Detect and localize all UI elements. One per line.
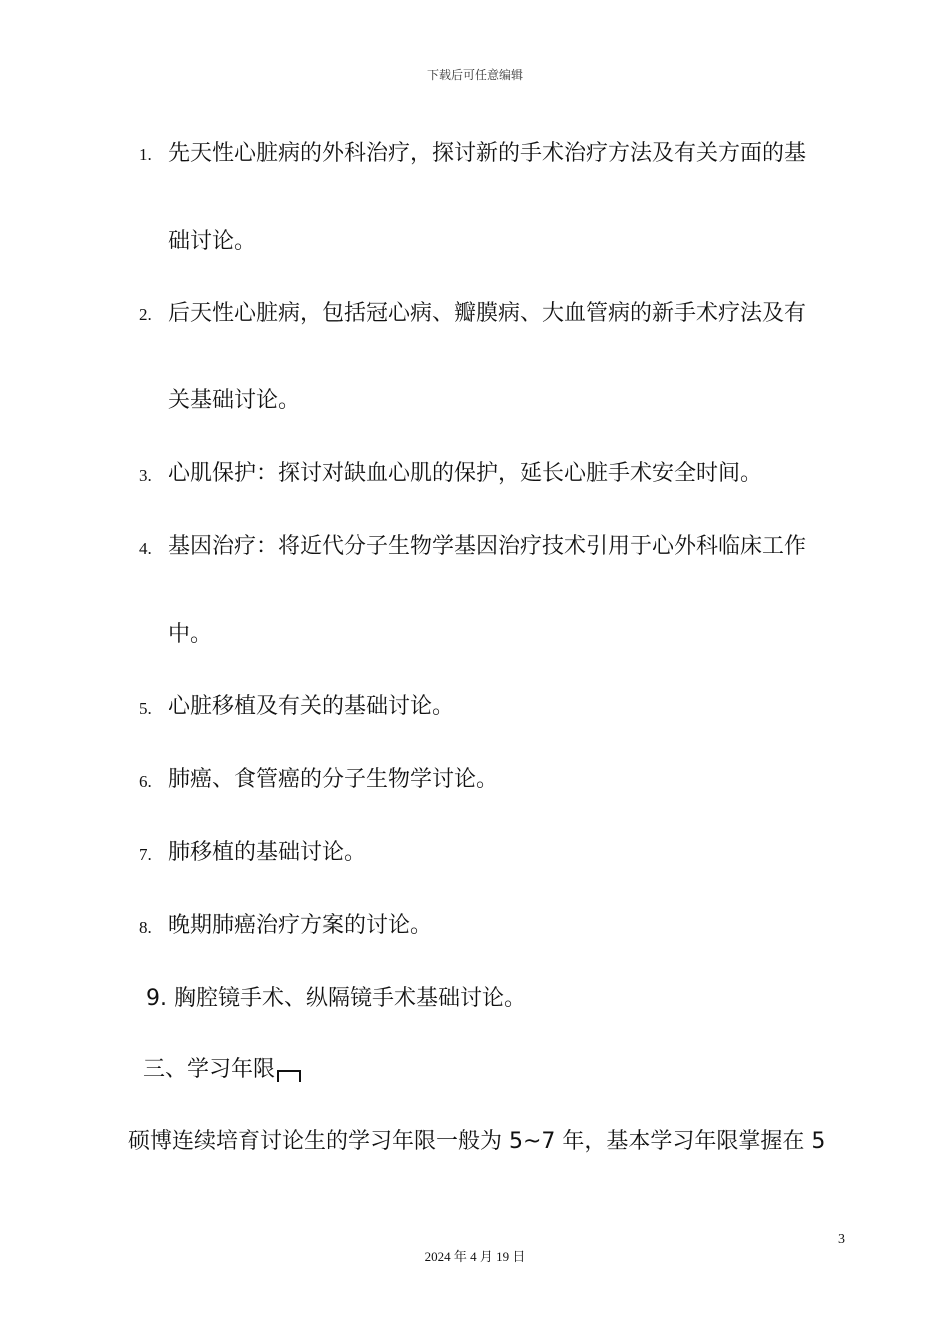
list-item-text: 心脏移植及有关的基础讨论。	[168, 694, 455, 719]
footer-date: 2024 年 4 月 19 日	[424, 1249, 526, 1264]
section-title: 三、学习年限	[143, 1057, 276, 1082]
header-note: 下载后可任意编辑	[426, 68, 523, 82]
list-item-text: 肺移植的基础讨论。	[168, 840, 367, 865]
body-paragraph: 硕博连续培育讨论生的学习年限一般为 5~7 年，基本学习年限掌握在 5	[128, 1129, 826, 1154]
list-item-text: 基因治疗：将近代分子生物学基因治疗技术引用于心外科临床工作	[168, 534, 807, 559]
list-item-number: 7.	[139, 845, 152, 864]
list-item-number: 4.	[139, 539, 152, 558]
page-number: 3	[838, 1232, 845, 1247]
list-item-text: 胸腔镜手术、纵隔镜手术基础讨论。	[174, 986, 527, 1011]
list-item-number: 5.	[139, 699, 152, 718]
section-heading	[143, 1055, 301, 1085]
list-item-text: 础讨论。	[168, 229, 257, 254]
list-item-text: 中。	[168, 622, 213, 647]
list-item-text: 后天性心脏病，包括冠心病、瓣膜病、大血管病的新手术疗法及有	[168, 301, 807, 326]
list-item-text: 肺癌、食管癌的分子生物学讨论。	[168, 767, 499, 792]
list-item-number: 2.	[139, 305, 152, 324]
list-item-text: 关基础讨论。	[168, 388, 301, 413]
list-item-number: 3.	[139, 466, 152, 485]
list-item-number: 8.	[139, 918, 152, 937]
list-item-number: 1.	[139, 145, 152, 164]
list-item-number: 6.	[139, 772, 152, 791]
list-item-number: 9.	[146, 986, 167, 1011]
list-item-text: 心肌保护：探讨对缺血心肌的保护，延长心脏手术安全时间。	[168, 461, 763, 486]
list-item-9	[146, 984, 526, 1014]
list-item-text: 先天性心脏病的外科治疗，探讨新的手术治疗方法及有关方面的基	[168, 141, 807, 166]
list-item-text: 晚期肺癌治疗方案的讨论。	[168, 913, 433, 938]
paragraph-mark-icon	[277, 1070, 301, 1082]
